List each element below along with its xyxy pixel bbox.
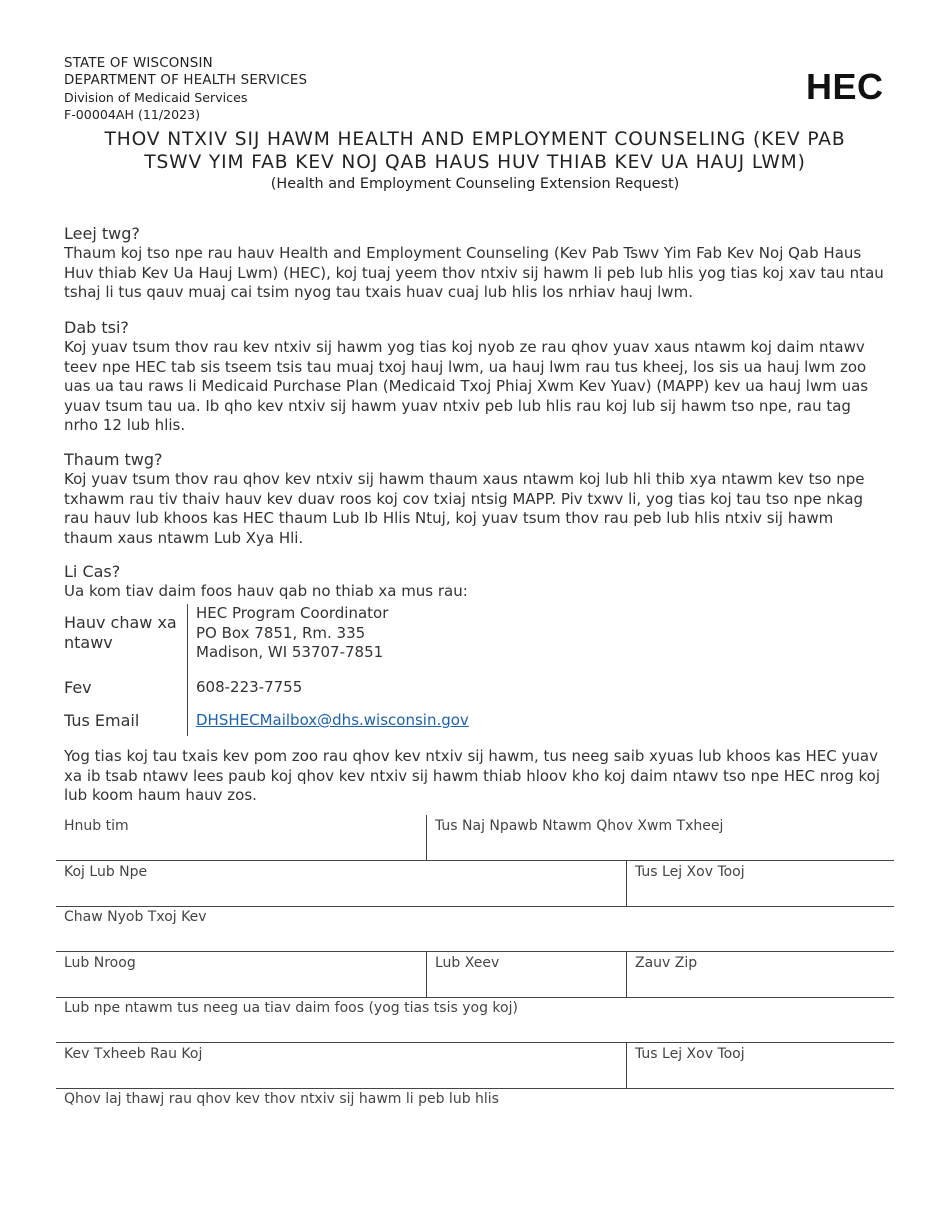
- name-field[interactable]: [56, 862, 626, 906]
- preparer-phone-label: Tus Lej Xov Tooj: [635, 1046, 745, 1062]
- mail-line-3: Madison, WI 53707-7851: [196, 643, 384, 662]
- section-who-heading: Leej twg?: [64, 224, 140, 243]
- form-number: F-00004AH (11/2023): [64, 107, 201, 122]
- mail-address: [196, 604, 388, 663]
- zip-label: Zauv Zip: [635, 955, 698, 971]
- city-label: Lub Nroog: [64, 955, 136, 971]
- street-address-label: Chaw Nyob Txoj Kev: [64, 909, 207, 925]
- section-when: [64, 450, 884, 548]
- date-field[interactable]: [56, 816, 426, 860]
- section-when-heading: Thaum twg?: [64, 450, 163, 469]
- email-label: Tus Email: [64, 711, 140, 730]
- form-divider: [56, 1042, 894, 1043]
- phone-label: Tus Lej Xov Tooj: [635, 864, 745, 880]
- preparer-name-field[interactable]: [56, 998, 894, 1042]
- preparer-name-label: Lub npe ntawm tus neeg ua tiav daim foos (yog tias tsis yog koj): [64, 1000, 518, 1016]
- page-title: [60, 128, 890, 174]
- agency-block: [64, 55, 307, 123]
- fax-value: 608-223-7755: [196, 678, 303, 696]
- case-number-field[interactable]: [427, 816, 894, 860]
- form-divider: [56, 860, 894, 861]
- mail-line-2: PO Box 7851, Rm. 335: [196, 623, 366, 642]
- section-what-body: Koj yuav tsum thov rau kev ntxiv sij hawm yog tias koj nyob ze rau qhov yuav xaus ntawm koj daim ntawv teev npe HEC tab sis tseem tsis tau muaj txoj hauj lwm, ua hauj lwm rau tus kheej, los sis ua hauj lwm zoo uas ua tau raws li Medicaid Purchase Plan (Medicaid Txoj Phiaj Xwm Kev Yuav) (MAPP) kev ua hauj lwm uas yuav tsum tau ua. Ib qho kev ntxiv sij hawm yuav ntxiv peb lub hlis rau koj lub sij hawm tso npe, rau tag nrho 12 lub hlis.: [64, 338, 869, 435]
- section-who: [64, 224, 884, 303]
- contact-divider: [187, 604, 188, 736]
- mail-label: Hauv chaw xa ntawv: [64, 613, 177, 652]
- phone-field[interactable]: [627, 862, 894, 906]
- title-line-1: THOV NTXIV SIJ HAWM HEALTH AND EMPLOYMENT COUNSELING (KEV PAB: [104, 129, 846, 150]
- approval-note-text: Yog tias koj tau txais kev pom zoo rau qhov kev ntxiv sij hawm, tus neeg saib xyuas lub khoos kas HEC yuav xa ib tsab ntawv lees paub koj qhov kev ntxiv sij hawm thiab hloov kho koj daim ntawv tso npe HEC nrog koj lub koom haum hauv zos.: [64, 747, 881, 805]
- reason-label: Qhov laj thawj rau qhov kev thov ntxiv sij hawm li peb lub hlis: [64, 1091, 499, 1107]
- state-field[interactable]: [427, 953, 626, 997]
- email-link[interactable]: DHSHECMailbox@dhs.wisconsin.gov: [196, 711, 469, 729]
- agency-state: STATE OF WISCONSIN: [64, 56, 213, 71]
- street-address-field[interactable]: [56, 907, 894, 951]
- agency-division: Division of Medicaid Services: [64, 90, 248, 105]
- date-label: Hnub tim: [64, 818, 129, 834]
- name-label: Koj Lub Npe: [64, 864, 148, 880]
- preparer-phone-field[interactable]: [627, 1044, 894, 1088]
- form-divider: [56, 951, 894, 952]
- section-what-heading: Dab tsi?: [64, 318, 129, 337]
- zip-field[interactable]: [627, 953, 894, 997]
- section-how-body: Ua kom tiav daim foos hauv qab no thiab xa mus rau:: [64, 582, 468, 600]
- section-how-heading: Li Cas?: [64, 562, 121, 581]
- section-what: [64, 318, 884, 436]
- agency-department: DEPARTMENT OF HEALTH SERVICES: [64, 73, 308, 88]
- title-line-2: TSWV YIM FAB KEV NOJ QAB HAUS HUV THIAB KEV UA HAUJ LWM): [144, 152, 806, 173]
- section-when-body: Koj yuav tsum thov rau qhov kev ntxiv sij hawm thaum xaus ntawm koj lub hli thib xya ntawm kev tso npe txhawm rau tiv thaiv hauv kev duav roos koj cov txiaj ntsig MAPP. Piv txwv li, yog tias koj tau tso npe nkag rau hauv lub khoos kas HEC thaum Lub Ib Hlis Ntuj, koj yuav tsum thov rau peb lub hlis ntxiv sij hawm thaum xaus ntawm Lub Xya Hli.: [64, 470, 865, 547]
- section-how: [64, 562, 884, 602]
- form-code: HEC: [806, 66, 884, 107]
- section-who-body: Thaum koj tso npe rau hauv Health and Employment Counseling (Kev Pab Tswv Yim Fab Kev Noj Qab Haus Huv thiab Kev Ua Hauj Lwm) (HEC), koj tuaj yeem thov ntxiv sij hawm li peb lub hlis yog tias koj xav tau ntau tshaj li tus qauv muaj cai tsim nyog tau txais huav cuaj lub hlis los nrhiav hauj lwm.: [64, 244, 884, 302]
- relationship-label: Kev Txheeb Rau Koj: [64, 1046, 203, 1062]
- state-label: Lub Xeev: [435, 955, 500, 971]
- approval-note: [64, 747, 884, 806]
- relationship-field[interactable]: [56, 1044, 626, 1088]
- mail-line-1: HEC Program Coordinator: [196, 604, 389, 622]
- page-subtitle: (Health and Employment Counseling Extension Request): [270, 176, 680, 192]
- case-number-label: Tus Naj Npawb Ntawm Qhov Xwm Txheej: [435, 818, 724, 834]
- city-field[interactable]: [56, 953, 426, 997]
- reason-field[interactable]: [56, 1089, 894, 1199]
- fax-label: Fev: [64, 678, 92, 697]
